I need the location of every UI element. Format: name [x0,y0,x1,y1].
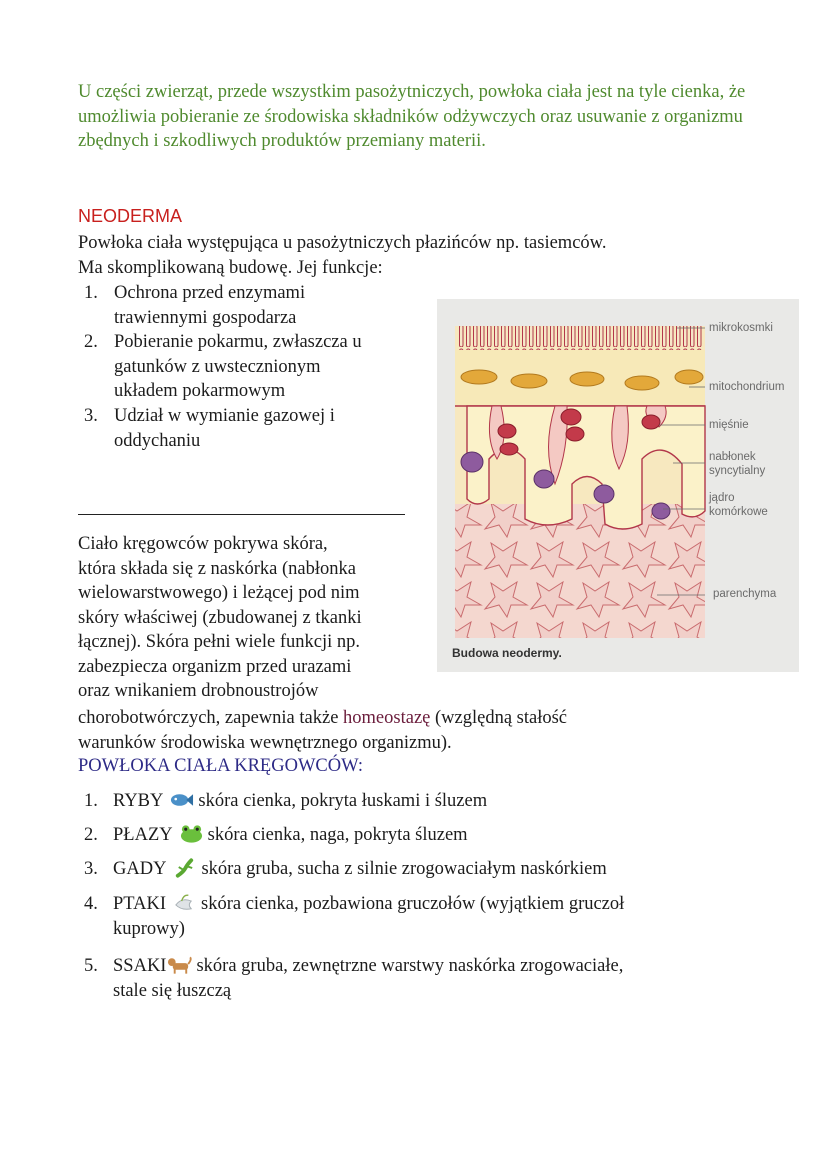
paragraph-final-line: warunków środowiska wewnętrznego organizmu). [78,733,452,753]
neoderma-figure [437,299,799,672]
label-nucleus-1: jądro [709,492,735,504]
function-item-1 [84,281,424,330]
item-name: GADY [113,859,167,879]
function-text: Udział w wymianie gazowej i [114,406,335,426]
paragraph-line: wielowarstwowego) i leżącej pod nim [78,583,360,603]
item-name: PTAKI [113,894,166,914]
homeostasis-term: homeostazę [343,708,431,728]
paragraph-text: chorobotwórczych, zapewnia także [78,708,344,728]
function-text: oddychaniu [114,430,201,451]
item-number: 2. [84,825,98,845]
function-text: układem pokarmowym [114,381,286,401]
function-number: 1. [84,283,98,303]
paragraph-line: oraz wnikaniem drobnoustrojów [78,681,319,701]
label-microvilli: mikrokosmki [709,322,773,334]
function-item-2 [84,330,424,404]
vertebrate-item-reptiles [84,857,607,882]
item-description: skóra gruba, sucha z silnie zrogowaciałym naskórkiem [201,859,607,879]
paragraph-text: (względną stałość [430,708,568,728]
item-description: stale się łuszczą [113,981,232,1001]
vertebrate-skin-paragraph [78,532,438,704]
label-parenchyma: parenchyma [713,588,777,600]
function-number: 2. [84,332,98,352]
paragraph-line: skóry właściwej (zbudowanej z tkanki [78,607,362,628]
paragraph-line: Ciało kręgowców pokrywa skóra, [78,534,328,554]
vertebrate-item-fish [84,789,487,814]
neoderma-line-2: Ma skomplikowaną budowę. Jej funkcje: [78,258,383,278]
cat-icon [167,955,192,975]
label-muscles: mięśnie [709,419,749,431]
item-name: PŁAZY [113,825,173,845]
intro-paragraph: U części zwierząt, przede wszystkim pasożytniczych, powłoka ciała jest na tyle cienka, że umożliwia pobieranie ze środowiska składników odżywczych oraz usuwanie z organizmu zbędnych i szkodliwych produktów przemiany materii. [78,82,746,151]
vertebrates-heading: POWŁOKA CIAŁA KRĘGOWCÓW: [78,756,364,776]
vertebrate-item-birds [84,892,624,942]
function-text: Pobieranie pokarmu, zwłaszcza u [114,332,362,352]
figure-caption: Budowa neodermy. [452,646,562,660]
section-divider [78,514,405,515]
item-number: 5. [84,956,98,976]
item-description: skóra cienka, pozbawiona gruczołów (wyjątkiem gruczoł [201,894,625,914]
item-number: 4. [84,894,98,914]
item-description: skóra gruba, zewnętrzne warstwy naskórka zrogowaciałe, [196,956,624,976]
fish-icon [169,790,194,810]
item-name: RYBY [113,791,164,811]
item-name: SSAKI [113,956,167,976]
label-nucleus-2: komórkowe [709,506,768,518]
vertebrate-item-amphibians [84,823,468,848]
function-text: Ochrona przed enzymami [114,283,306,303]
item-description: skóra cienka, pokryta łuskami i śluzem [198,791,488,811]
homeostasis-line [78,706,567,731]
label-syncytial-2: syncytialny [709,465,766,477]
neoderma-line-1: Powłoka ciała występująca u pasożytniczych płazińców np. tasiemców. [78,233,607,253]
item-description: skóra cienka, naga, pokryta śluzem [207,825,468,845]
item-number: 1. [84,791,98,811]
function-text: trawiennymi gospodarza [114,307,297,328]
paragraph-line: która składa się z naskórka (nabłonka [78,558,356,579]
lizard-icon [172,858,197,878]
function-number: 3. [84,406,98,426]
item-description: kuprowy) [113,919,185,939]
vertebrate-item-mammals [84,954,623,1004]
label-syncytial-1: nabłonek [709,451,756,463]
neoderma-illustration [437,299,799,672]
neoderma-heading: NEODERMA [78,206,183,226]
function-text: gatunków z uwstecznionym [114,356,321,377]
label-mitochondrion: mitochondrium [709,381,785,393]
frog-icon [179,824,204,844]
item-number: 3. [84,859,98,879]
paragraph-line: łącznej). Skóra pełni wiele funkcji np. [78,632,361,652]
dove-icon [172,893,197,913]
function-item-3 [84,404,424,453]
paragraph-line: zabezpiecza organizm przed urazami [78,656,352,677]
